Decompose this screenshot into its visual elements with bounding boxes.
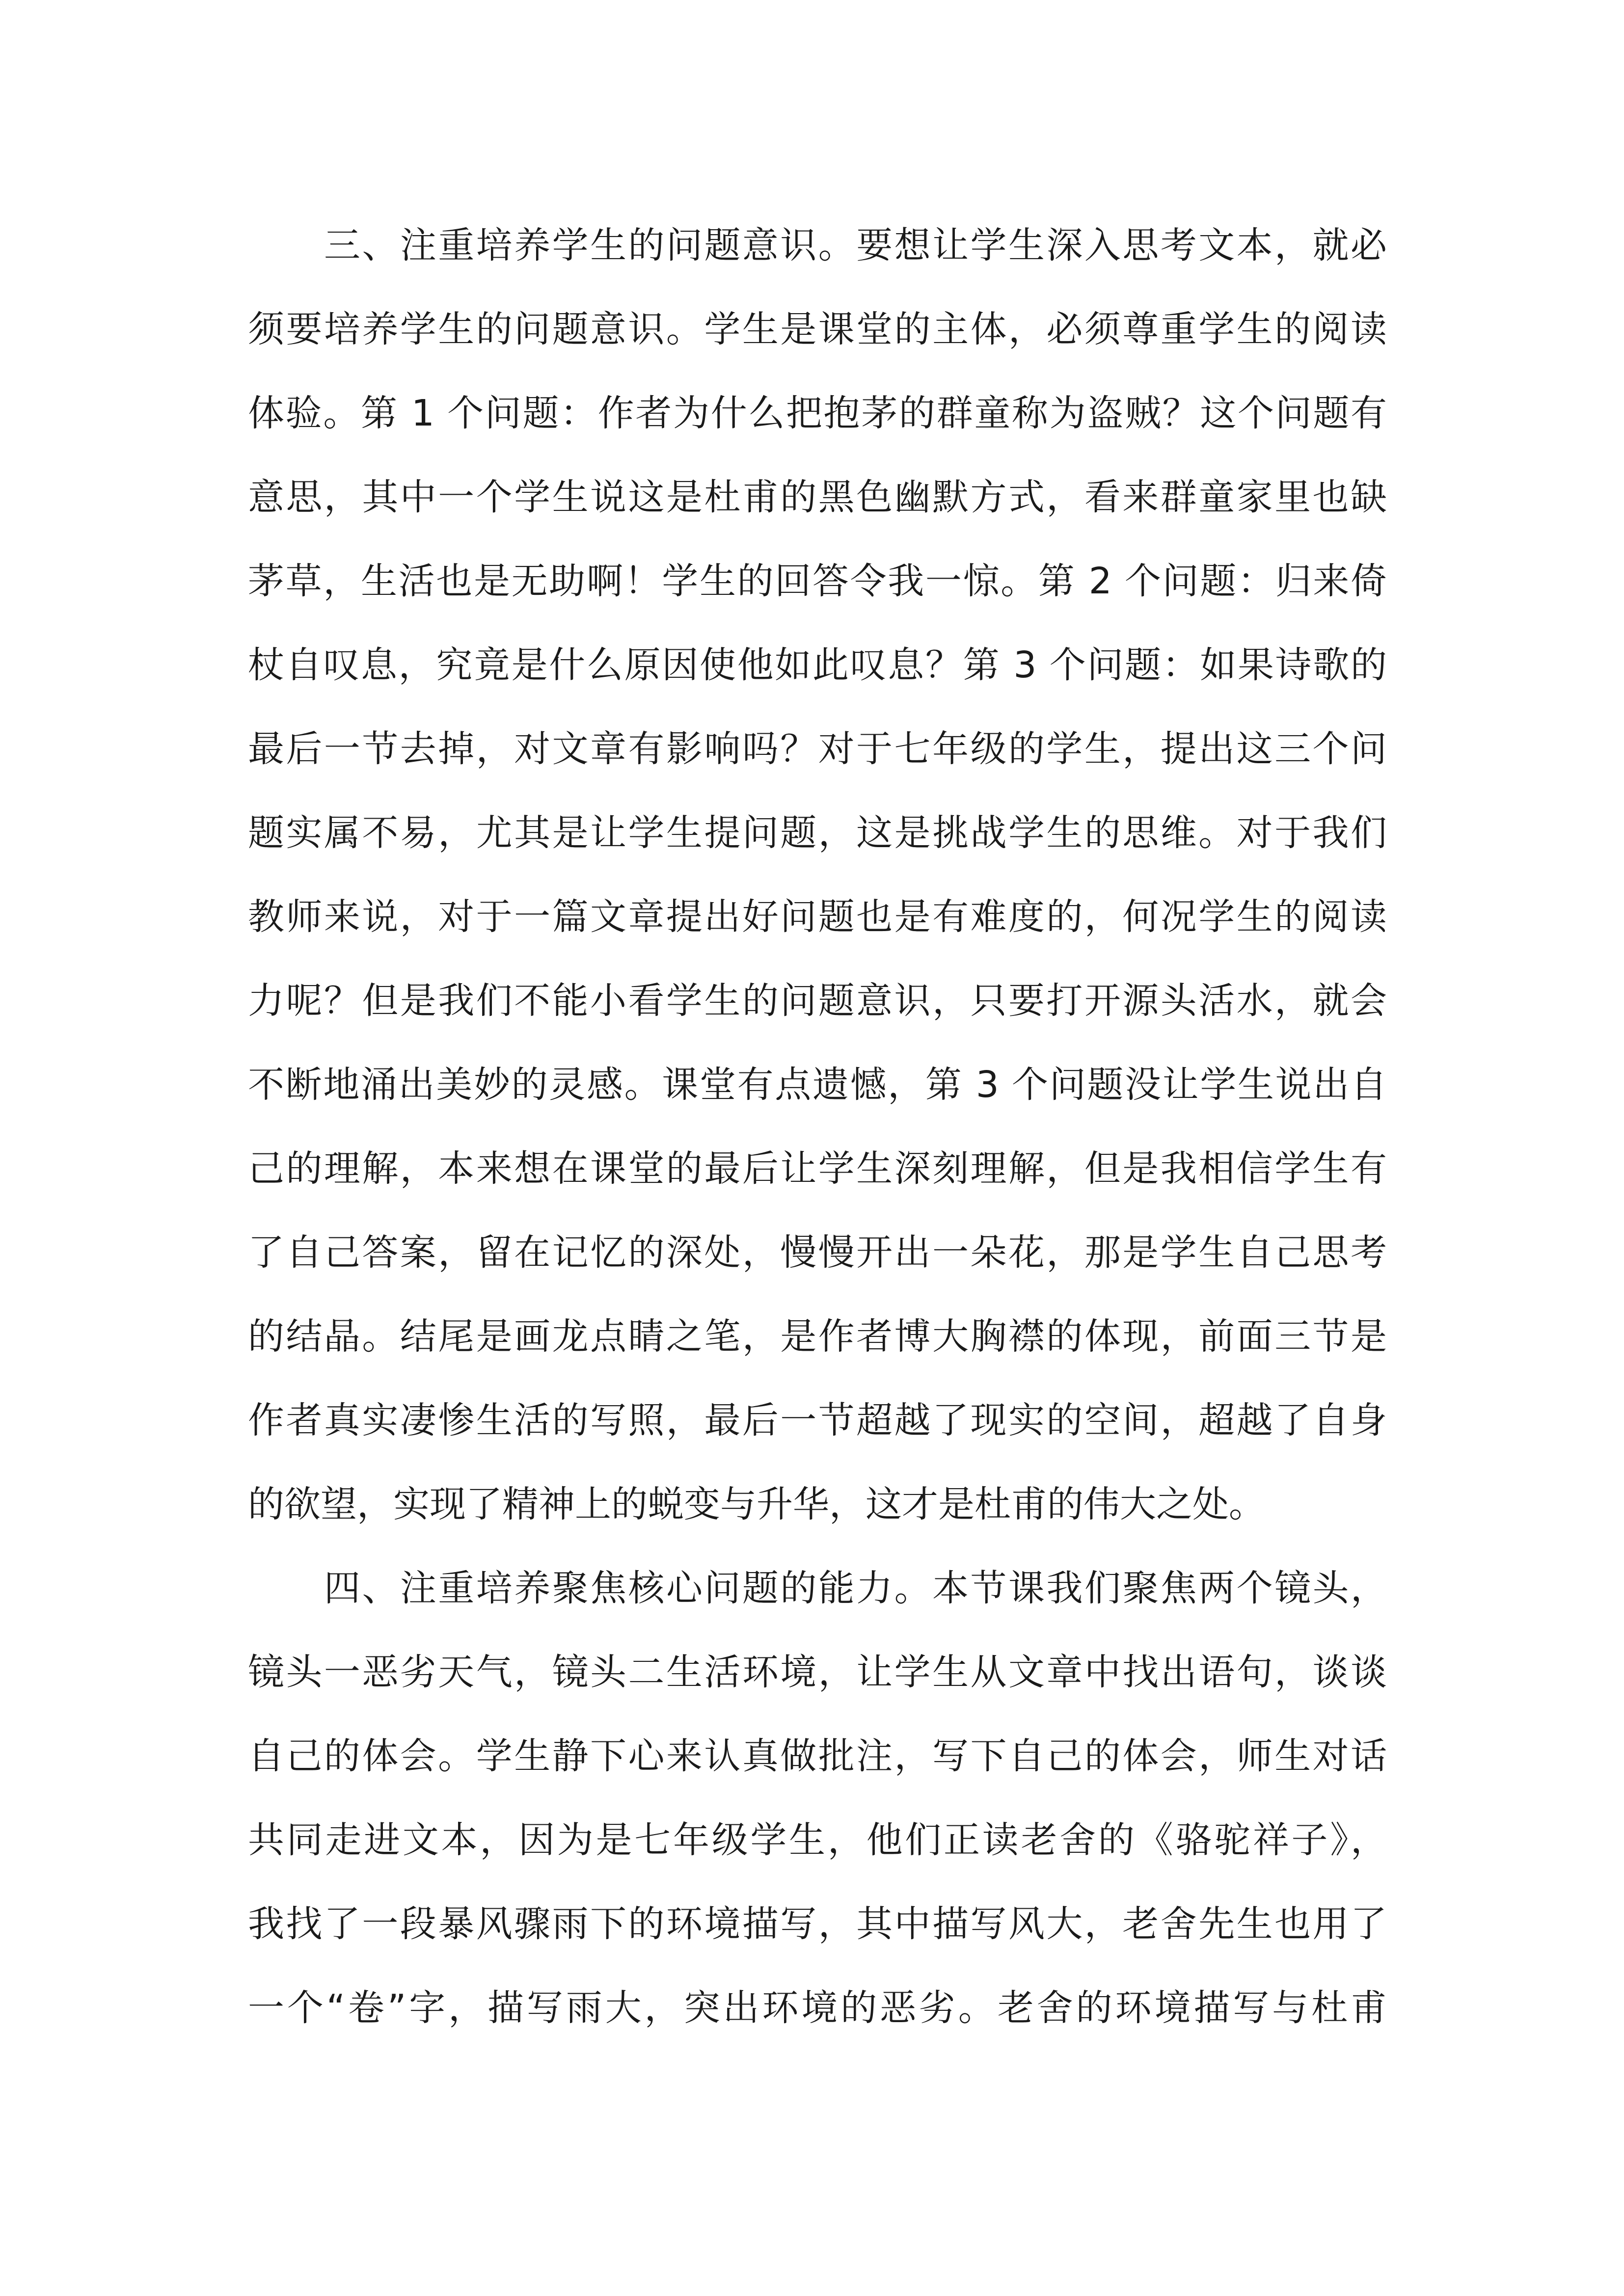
paragraph-3-line-7: 最后一节去掉，对文章有影响吗？对于七年级的学生，提出这三个问: [248, 728, 1387, 770]
paragraph-3-line-1: 三、注重培养学生的问题意识。要想让学生深入思考文本，就必: [324, 224, 1387, 267]
paragraph-3-line-4: 意思，其中一个学生说这是杜甫的黑色幽默方式，看来群童家里也缺: [248, 476, 1387, 518]
paragraph-3-line-9: 教师来说，对于一篇文章提出好问题也是有难度的，何况学生的阅读: [248, 896, 1387, 938]
paragraph-3-line-11: 不断地涌出美妙的灵感。课堂有点遗憾，第 3 个问题没让学生说出自: [248, 1064, 1387, 1106]
paragraph-4-line-2: 镜头一恶劣天气，镜头二生活环境，让学生从文章中找出语句，谈谈: [248, 1651, 1387, 1693]
paragraph-3-line-10: 力呢？但是我们不能小看学生的问题意识，只要打开源头活水，就会: [248, 980, 1387, 1022]
paragraph-3-line-5: 茅草，生活也是无助啊！学生的回答令我一惊。第 2 个问题：归来倚: [248, 560, 1387, 602]
paragraph-3-line-13: 了自己答案，留在记忆的深处，慢慢开出一朵花，那是学生自己思考: [248, 1231, 1387, 1274]
paragraph-4-line-1: 四、注重培养聚焦核心问题的能力。本节课我们聚焦两个镜头，: [324, 1567, 1387, 1609]
paragraph-3-line-15: 作者真实凄惨生活的写照，最后一节超越了现实的空间，超越了自身: [248, 1399, 1387, 1442]
paragraph-4-line-3: 自己的体会。学生静下心来认真做批注，写下自己的体会，师生对话: [248, 1735, 1387, 1777]
paragraph-3-line-12: 己的理解，本来想在课堂的最后让学生深刻理解，但是我相信学生有: [248, 1148, 1387, 1190]
paragraph-4-line-4: 共同走进文本，因为是七年级学生，他们正读老舍的《骆驼祥子》，: [248, 1819, 1387, 1861]
paragraph-3-line-6: 杖自叹息，究竟是什么原因使他如此叹息？第 3 个问题：如果诗歌的: [248, 644, 1387, 686]
paragraph-4-line-6: 一个“卷”字，描写雨大，突出环境的恶劣。老舍的环境描写与杜甫: [248, 1987, 1387, 2029]
paragraph-3-line-8: 题实属不易，尤其是让学生提问题，这是挑战学生的思维。对于我们: [248, 812, 1387, 854]
paragraph-3-line-3: 体验。第 1 个问题：作者为什么把抱茅的群童称为盗贼？这个问题有: [248, 392, 1387, 434]
paragraph-3-line-16: 的欲望，实现了精神上的蜕变与升华，这才是杜甫的伟大之处。: [248, 1483, 1265, 1525]
paragraph-3-line-2: 须要培养学生的问题意识。学生是课堂的主体，必须尊重学生的阅读: [248, 308, 1387, 350]
paragraph-3-line-14: 的结晶。结尾是画龙点睛之笔，是作者博大胸襟的体现，前面三节是: [248, 1315, 1387, 1358]
paragraph-4-line-5: 我找了一段暴风骤雨下的环境描写，其中描写风大，老舍先生也用了: [248, 1903, 1387, 1945]
